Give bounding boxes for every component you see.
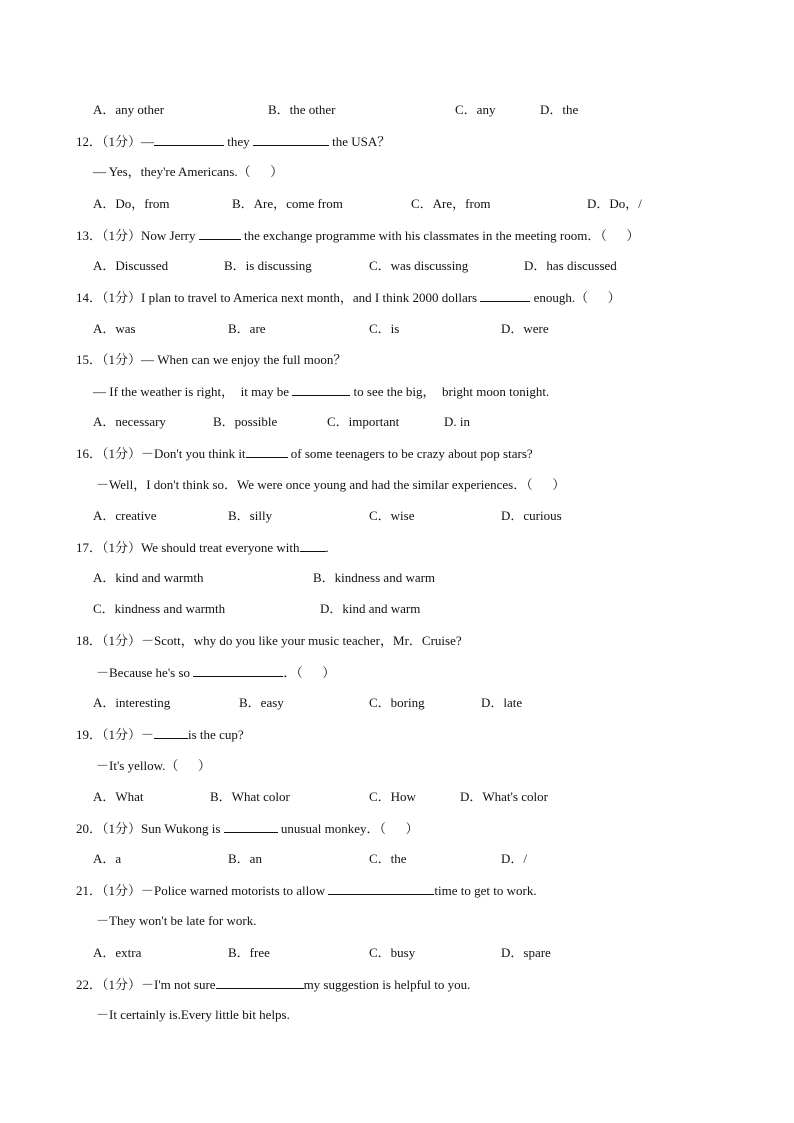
text-segment: 16．（1分）－Don't you think it — [76, 446, 246, 461]
question-text — [96, 912, 256, 930]
answer-option: C．kindness and warmth — [93, 601, 226, 616]
question-text — [76, 538, 329, 557]
answer-option: A．a — [93, 851, 122, 866]
answer-option: B．easy — [239, 695, 284, 710]
question-text — [96, 1006, 290, 1024]
answer-option: A．extra — [93, 945, 142, 960]
answer-option: D．late — [481, 695, 523, 710]
answer-blank — [154, 132, 224, 146]
text-segment: 17．（1分）We should treat everyone with — [76, 540, 300, 555]
answer-option: B．the other — [268, 102, 336, 117]
answer-option: C．Are，from — [411, 196, 491, 211]
text-segment: — If the weather is right， it may be — [93, 384, 293, 399]
answer-option: B．What color — [210, 789, 290, 804]
answer-option: A．interesting — [93, 695, 171, 710]
answer-option: A．creative — [93, 508, 157, 523]
answer-option: B．Are，come from — [232, 196, 343, 211]
answer-option: D．were — [501, 321, 549, 336]
text-segment: time to get to work. — [434, 883, 537, 898]
text-segment: 12．（1分）— — [76, 134, 155, 149]
text-segment: －Well，I don't think so．We were once young and had the similar experiences．（ ） — [96, 477, 566, 492]
question-text — [76, 881, 537, 900]
answer-option: B．free — [228, 945, 270, 960]
text-segment: －It certainly is.Every little bit helps. — [96, 1007, 290, 1022]
question-text — [93, 382, 549, 401]
answer-option: C．boring — [369, 695, 425, 710]
answer-option: A．Do，from — [93, 196, 170, 211]
text-segment: my suggestion is helpful to you. — [303, 977, 471, 992]
answer-option: D．has discussed — [524, 258, 617, 273]
text-segment: enough.（ ） — [530, 290, 621, 305]
answer-option: C．the — [369, 851, 407, 866]
answer-blank — [253, 132, 329, 146]
answer-blank — [246, 444, 288, 458]
answer-blank — [292, 382, 350, 396]
question-text — [96, 476, 565, 494]
question-text — [76, 819, 419, 838]
text-segment: is the cup? — [188, 727, 244, 742]
answer-option: C．was discussing — [369, 258, 469, 273]
answer-option: C．any — [455, 102, 496, 117]
question-text — [76, 975, 470, 994]
answer-option: A．kind and warmth — [93, 570, 204, 585]
answer-blank — [300, 538, 326, 552]
answer-option: A．any other — [93, 102, 165, 117]
answer-option: A．necessary — [93, 414, 166, 429]
answer-option: D．kind and warm — [320, 601, 421, 616]
answer-option: C．busy — [369, 945, 416, 960]
question-text — [93, 163, 283, 181]
text-segment: the USA？ — [328, 134, 391, 149]
question-text — [76, 444, 533, 463]
answer-option: B．silly — [228, 508, 273, 523]
text-segment: －They won't be late for work. — [96, 913, 257, 928]
text-segment: 13．（1分）Now Jerry — [76, 228, 199, 243]
answer-blank — [328, 881, 434, 895]
text-segment: －Because he's so — [96, 665, 194, 680]
question-text — [96, 663, 335, 682]
answer-option: B．is discussing — [224, 258, 312, 273]
text-segment: 19．（1分）－ — [76, 727, 155, 742]
question-text — [76, 226, 639, 245]
answer-blank — [224, 819, 278, 833]
text-segment: 14．（1分）I plan to travel to America next month，and I think 2000 dollars — [76, 290, 481, 305]
text-segment: of some teenagers to be crazy about pop stars? — [287, 446, 533, 461]
text-segment: the exchange programme with his classmates in the meeting room．（ ） — [240, 228, 640, 243]
answer-option: B．an — [228, 851, 262, 866]
answer-blank — [199, 226, 241, 240]
question-text — [76, 632, 462, 650]
answer-option: B．possible — [213, 414, 278, 429]
answer-option: B．are — [228, 321, 266, 336]
answer-option: D．Do，/ — [587, 196, 642, 211]
answer-option: C．important — [327, 414, 400, 429]
answer-option: A．was — [93, 321, 136, 336]
answer-option: C．wise — [369, 508, 415, 523]
answer-option: D．spare — [501, 945, 551, 960]
answer-blank — [154, 725, 188, 739]
text-segment: to see the big， bright moon tonight. — [350, 384, 550, 399]
question-text — [76, 132, 390, 151]
text-segment: 22．（1分）－I'm not sure — [76, 977, 216, 992]
text-segment: 18．（1分）－Scott，why do you like your music teacher，Mr．Cruise? — [76, 633, 462, 648]
answer-option: C．is — [369, 321, 400, 336]
question-text — [76, 725, 244, 744]
text-segment: unusual monkey．（ ） — [277, 821, 419, 836]
answer-blank — [480, 288, 530, 302]
answer-option: A．Discussed — [93, 258, 169, 273]
question-text — [76, 288, 621, 307]
answer-blank — [216, 975, 304, 989]
answer-blank — [193, 663, 283, 677]
answer-option: A．What — [93, 789, 144, 804]
text-segment: －It's yellow.（ ） — [96, 758, 211, 773]
text-segment: 20．（1分）Sun Wukong is — [76, 821, 224, 836]
answer-option: C．How — [369, 789, 416, 804]
text-segment: 15．（1分）— When can we enjoy the full moon？ — [76, 352, 347, 367]
question-text — [96, 757, 211, 775]
answer-option: B．kindness and warm — [313, 570, 436, 585]
text-segment: . — [325, 540, 329, 555]
answer-option: D．/ — [501, 851, 528, 866]
answer-option: D．curious — [501, 508, 562, 523]
answer-option: D．the — [540, 102, 579, 117]
text-segment: ．（ ） — [283, 665, 336, 680]
answer-option: D．What's color — [460, 789, 548, 804]
text-segment: — Yes，they're Americans.（ ） — [93, 164, 284, 179]
question-text — [76, 351, 346, 369]
text-segment: they — [224, 134, 253, 149]
text-segment: 21．（1分）－Police warned motorists to allow — [76, 883, 329, 898]
answer-option: D. in — [444, 414, 470, 429]
